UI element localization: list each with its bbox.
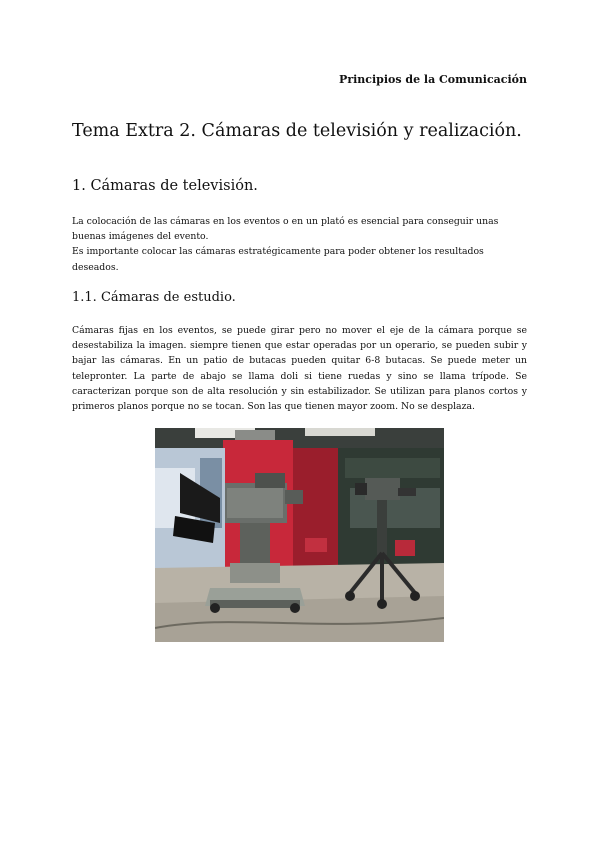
section-paragraph [72,214,527,275]
section-heading: 1. Cámaras de televisión. [72,178,258,194]
paragraph-line: La colocación de las cámaras en los eventos o en un plató es esencial para conseguir unas buenas imágenes del evento. [72,216,499,243]
studio-camera-photo [155,428,444,642]
subsection-heading: 1.1. Cámaras de estudio. [72,290,236,305]
subsection-paragraph: Cámaras fijas en los eventos, se puede girar pero no mover el eje de la cámara porque se desestabiliza la imagen. siempre tienen que estar operadas por un operario, se pueden subir y bajar las cámaras. En un patio de butacas pueden quitar 6-8 butacas. Se puede meter un telepronter. La parte de abajo se llama doli si tiene ruedas y sino se llama trípode. Se caracterizan porque son de alta resolución y sin estabilizador. Se utilizan para planos cortos y primeros planos porque no se tocan. Son las que tienen mayor zoom. No se desplaza. [72,325,527,413]
paragraph-line: Es importante colocar las cámaras estratégicamente para poder obtener los resultados deseados. [72,246,484,273]
page-header: Principios de la Comunicación [339,73,527,86]
studio-camera-illustration [155,428,444,642]
document-title: Tema Extra 2. Cámaras de televisión y realización. [72,121,522,141]
